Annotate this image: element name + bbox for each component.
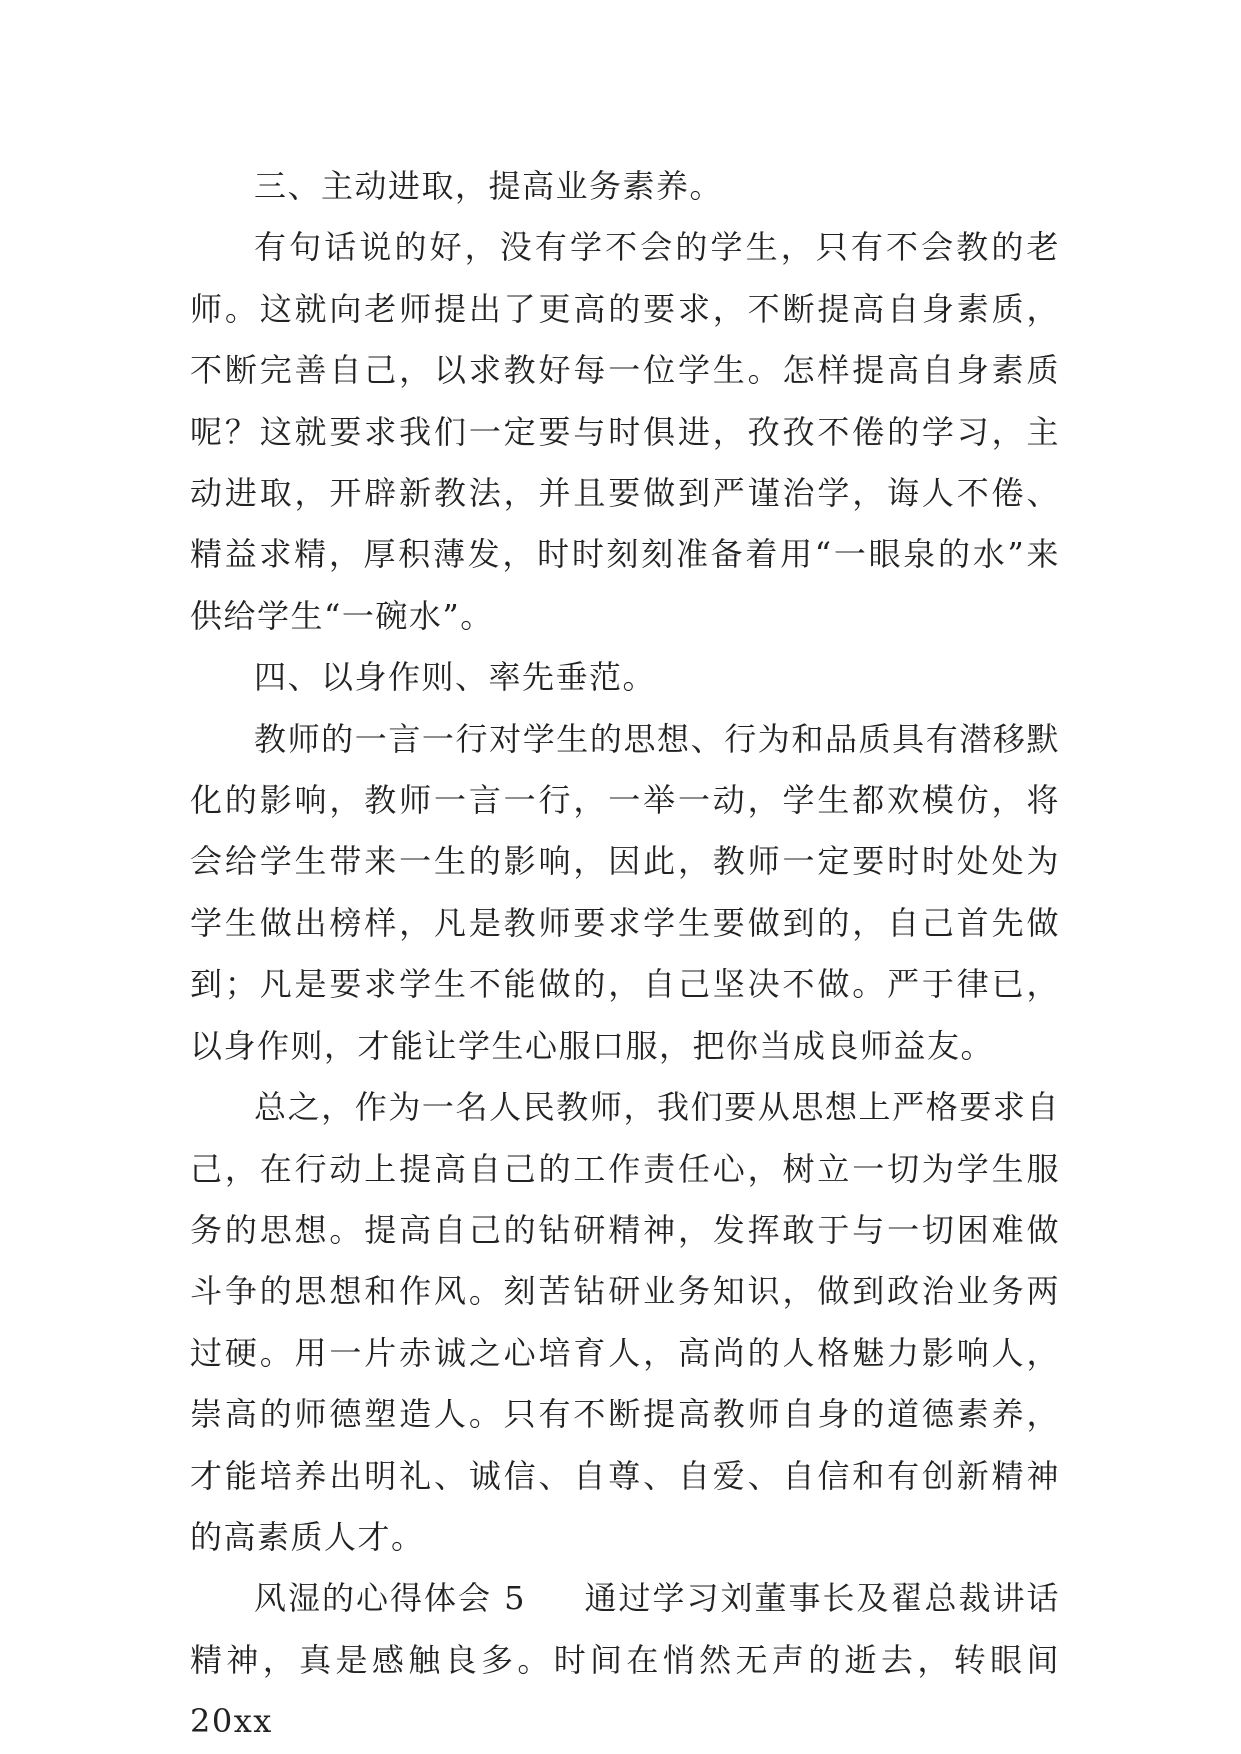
paragraph: 有句话说的好，没有学不会的学生，只有不会教的老师。这就向老师提出了更高的要求，不断提高自身素质，不断完善自己，以求教好每一位学生。怎样提高自身素质呢？这就要求我们一定要与时俱进，孜孜不倦的学习，主动进取，开辟新教法，并且要做到严谨治学，诲人不倦、精益求精，厚积薄发，时时刻刻准备着用“一眼泉的水”来供给学生“一碗水”。 [190, 228, 1060, 635]
next-section-text: 通过学习刘董事长及翟总裁讲话精神，真是感触良多。时间在悄然无声的逝去，转眼间 20xx [190, 1579, 1060, 1741]
next-section-paragraph [190, 1568, 1060, 1752]
section-heading-3: 三、主动进取，提高业务素养。 [254, 167, 724, 205]
section-heading-4: 四、以身作则、率先垂范。 [254, 658, 657, 697]
paragraph: 教师的一言一行对学生的思想、行为和品质具有潜移默化的影响，教师一言一行，一举一动，学生都欢模仿，将会给学生带来一生的影响，因此，教师一定要时时处处为学生做出榜样，凡是教师要求学生要做到的，自己首先做到；凡是要求学生不能做的，自己坚决不做。严于律已，以身作则，才能让学生心服口服，把你当成良师益友。 [190, 719, 1060, 1065]
next-section-heading: 风湿的心得体会 5 [254, 1579, 527, 1618]
summary-paragraph: 总之，作为一名人民教师，我们要从思想上严格要求自己，在行动上提高自己的工作责任心，树立一切为学生服务的思想。提高自己的钻研精神，发挥敢于与一切困难做斗争的思想和作风。刻苦钻研业务知识，做到政治业务两过硬。用一片赤诚之心培育人，高尚的人格魅力影响人，崇高的师德塑造人。只有不断提高教师自身的道德素养，才能培养出明礼、诚信、自尊、自爱、自信和有创新精神的高素质人才。 [190, 1088, 1060, 1556]
document-body [190, 156, 1060, 1753]
